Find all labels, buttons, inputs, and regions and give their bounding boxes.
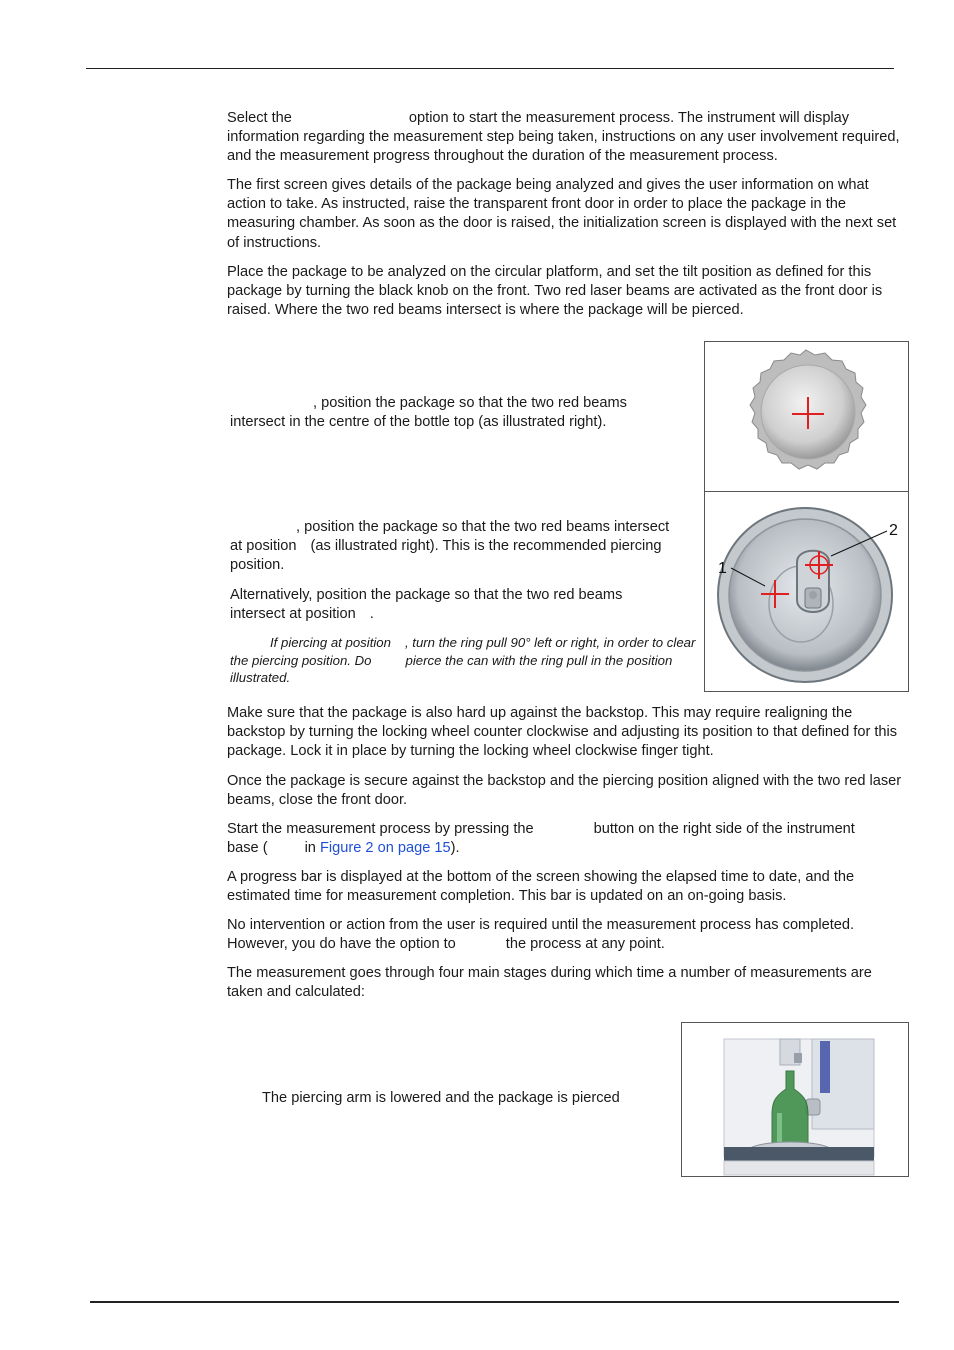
rivet: [809, 591, 817, 599]
p8-text-a: No intervention or action from the user is required until the measurement process has completed. However, you do have the option to: [227, 917, 855, 953]
figure-can-top: [704, 491, 909, 692]
p6-text-c: in: [304, 840, 316, 857]
instrument-illustration: [682, 1023, 908, 1176]
callout-label-2: 2: [889, 522, 898, 539]
note-text-a: If piercing at position: [270, 635, 391, 650]
figure-piercing-instrument: [681, 1022, 909, 1177]
paragraph-no-intervention: [227, 916, 867, 954]
p1-text-b: option to start the measurement process. The instrument will display information regarding the measurement step being taken, instructions on any user involvement required, and the measurement progress throughout the duration of the measurement process.: [227, 110, 900, 165]
paragraph-alternative-position: [230, 586, 670, 624]
p8-text-b: the process at any point.: [505, 936, 665, 953]
p1-text-a: Select the: [227, 110, 292, 126]
bottle-cap-illustration: [705, 342, 908, 492]
header-rule: [86, 68, 894, 69]
paragraph-start-measurement: [227, 820, 867, 858]
p6-text-d: ).: [450, 840, 460, 857]
paragraph-backstop: Make sure that the package is also hard up against the backstop. This may require realigning the backstop by turning the locking wheel counter clockwise and adjusting its position to that defined for this package. Lock it in place by turning the locking wheel clockwise finger tight.: [227, 705, 898, 760]
alt-text-a: Alternatively, position the package so that the two red beams intersect at position: [230, 587, 623, 623]
note-ring-pull: [230, 634, 700, 687]
p6-text-a: Start the measurement process by pressing the: [227, 821, 534, 837]
instrument-blue-strip: [820, 1041, 830, 1093]
alt-text-b: .: [369, 606, 374, 623]
paragraph-select-option: [227, 109, 907, 167]
note-text-c: pierce the can with the ring pull in the position illustrated.: [230, 652, 673, 686]
paragraph-first-screen: The first screen gives details of the package being analyzed and gives the user information on what action to take. As instructed, raise the transparent front door in order to place the package in the measuring chamber. As soon as the door is raised, the initialization screen is displayed with the next set of instructions.: [227, 177, 897, 251]
paragraph-place-package: Place the package to be analyzed on the circular platform, and set the tilt position as defined for this package by turning the black knob on the front. Two red laser beams are activated as the front door is raised. Where the two red beams intersect is where the package will be pierced.: [227, 264, 883, 319]
can-text-b: (as illustrated right). This is the recommended piercing position.: [230, 538, 662, 574]
instrument-base: [724, 1161, 874, 1175]
can-text-a: , position the package so that the two red beams intersect at position: [230, 519, 670, 555]
paragraph-progress-bar: A progress bar is displayed at the bottom of the screen showing the elapsed time to date, and the estimated time for measurement completion. This bar is updated on an on-going basis.: [227, 869, 855, 905]
paragraph-close-door: Once the package is secure against the backstop and the piercing position aligned with the two red laser beams, close the front door.: [227, 773, 902, 809]
can-top-illustration: [705, 492, 908, 691]
figure-2-link[interactable]: Figure 2 on page 15: [319, 840, 451, 857]
callout-label-1: 1: [718, 560, 727, 577]
p6-text-b: button on the right side of the instrument base (: [227, 821, 855, 857]
instrument-base-tray: [724, 1147, 874, 1161]
figure-bottle-cap: [704, 341, 909, 493]
paragraph-four-stages: The measurement goes through four main stages during which time a number of measurements are taken and calculated:: [227, 965, 872, 1001]
piercing-head: [794, 1053, 802, 1063]
note-text-b: , turn the ring pull 90° left or right, in order to clear the piercing position. Do: [230, 635, 696, 668]
paragraph-can-position: [230, 518, 670, 576]
stage-piercing-text: The piercing arm is lowered and the package is pierced: [262, 1090, 620, 1106]
paragraph-bottle-position: , position the package so that the two red beams intersect in the centre of the bottle top (as illustrated right).: [230, 395, 627, 431]
footer-rule: [90, 1301, 899, 1303]
